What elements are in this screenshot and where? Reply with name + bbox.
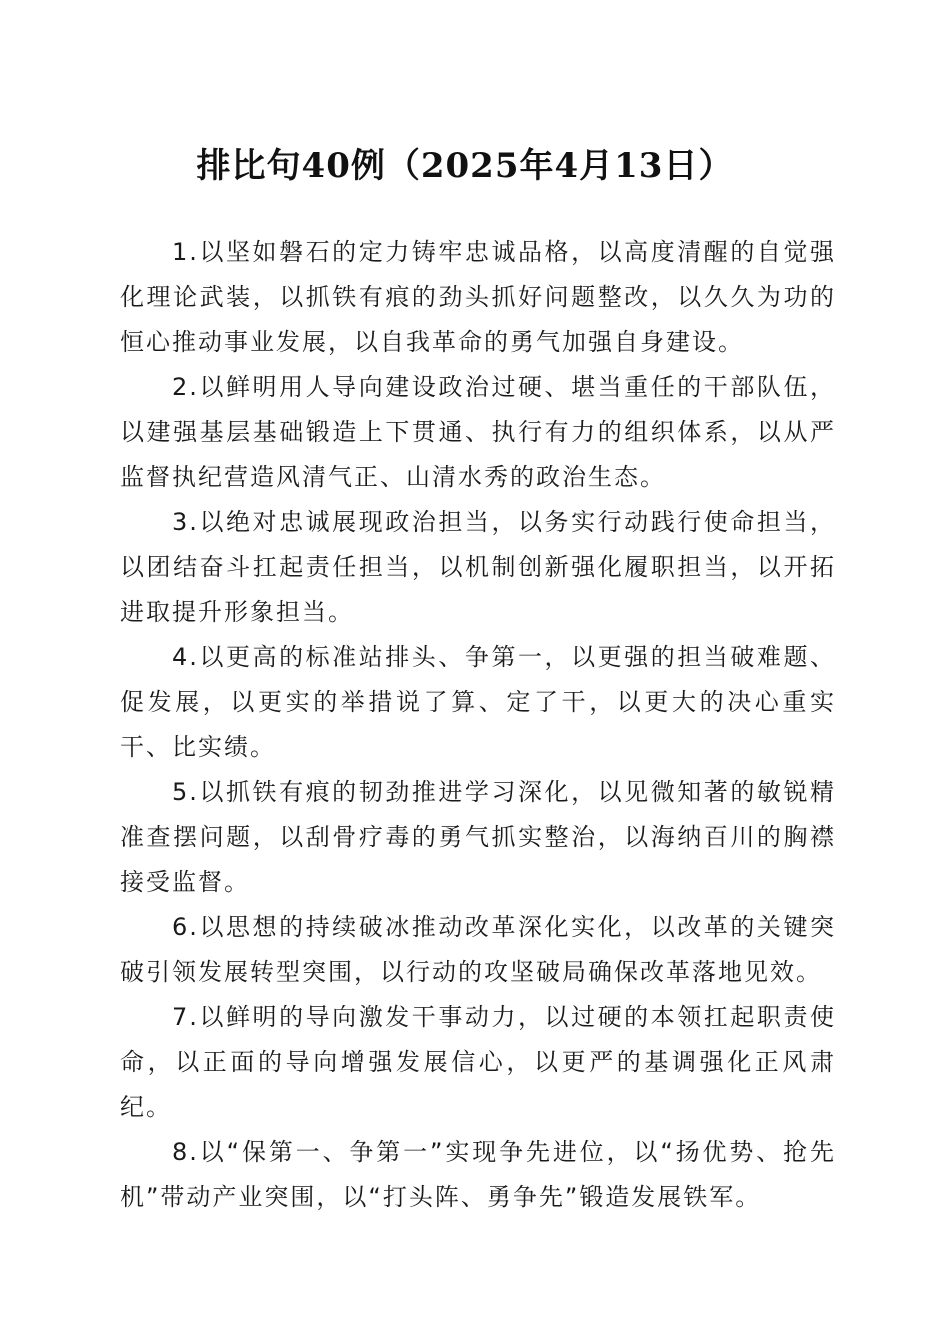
- paragraph-5: 5.以抓铁有痕的韧劲推进学习深化，以见微知著的敏锐精准查摆问题，以刮骨疗毒的勇气抓实整治，以海纳百川的胸襟接受监督。: [120, 778, 836, 896]
- paragraph-6: 6.以思想的持续破冰推动改革深化实化，以改革的关键突破引领发展转型突围，以行动的攻坚破局确保改革落地见效。: [120, 913, 836, 986]
- paragraph-8: 8.以“保第一、争第一”实现争先进位，以“扬优势、抢先机”带动产业突围，以“打头阵、勇争先”锻造发展铁军。: [120, 1138, 836, 1211]
- paragraph-7: 7.以鲜明的导向激发干事动力，以过硬的本领扛起职责使命，以正面的导向增强发展信心，以更严的基调强化正风肃纪。: [120, 1003, 836, 1121]
- paragraph-3: 3.以绝对忠诚展现政治担当，以务实行动践行使命担当，以团结奋斗扛起责任担当，以机制创新强化履职担当，以开拓进取提升形象担当。: [120, 508, 836, 626]
- document-body: [120, 230, 836, 1220]
- paragraph-1: 1.以坚如磐石的定力铸牢忠诚品格，以高度清醒的自觉强化理论武装，以抓铁有痕的劲头抓好问题整改，以久久为功的恒心推动事业发展，以自我革命的勇气加强自身建设。: [120, 238, 836, 356]
- document-title: 排比句40例（2025年4月13日）: [196, 146, 734, 186]
- paragraph-4: 4.以更高的标准站排头、争第一，以更强的担当破难题、促发展，以更实的举措说了算、定了干，以更大的决心重实干、比实绩。: [120, 643, 836, 761]
- paragraph-2: 2.以鲜明用人导向建设政治过硬、堪当重任的干部队伍，以建强基层基础锻造上下贯通、执行有力的组织体系，以从严监督执纪营造风清气正、山清水秀的政治生态。: [120, 373, 836, 491]
